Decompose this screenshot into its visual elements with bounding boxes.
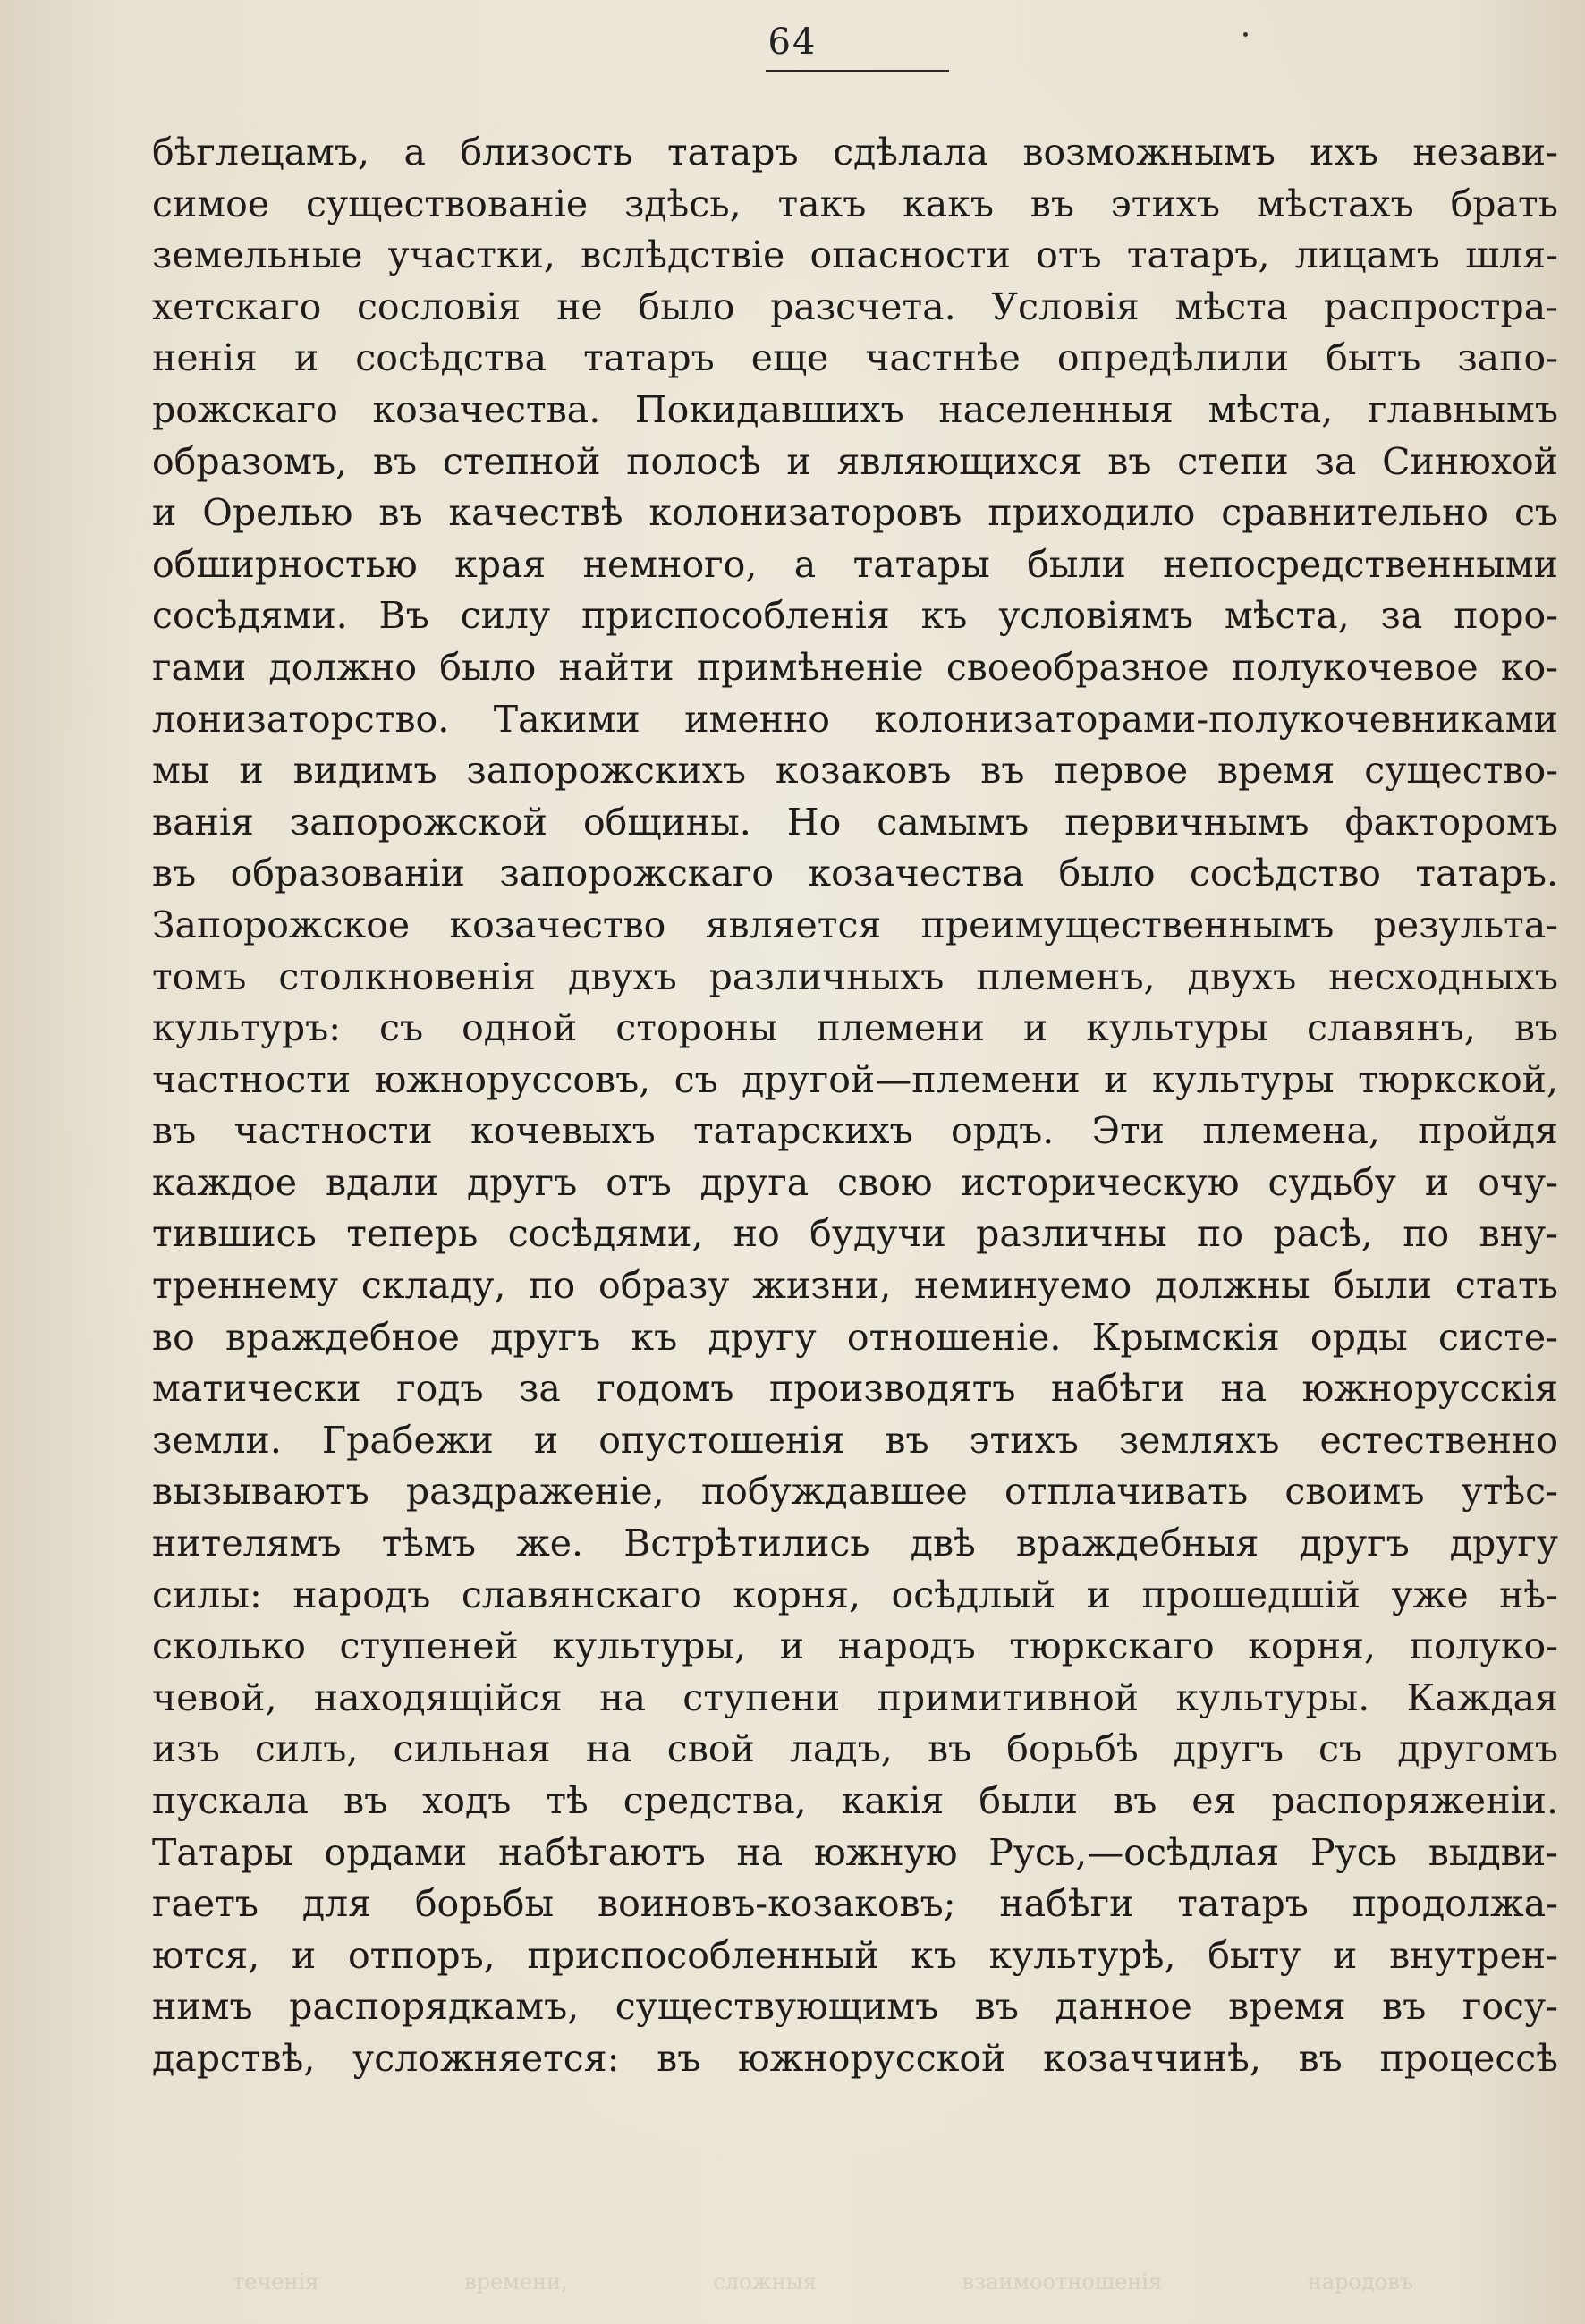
text-line: и Орелью въ качествѣ колонизаторовъ приходило сравнительно съ	[152, 491, 1558, 535]
text-line: лонизаторство. Такими именно колонизаторами-полукочевниками	[152, 697, 1558, 741]
text-line: сосѣдями. Въ силу приспособленія къ условіямъ мѣста, за поро-	[152, 594, 1558, 638]
text-line: тившись теперь сосѣдями, но будучи различны по расѣ, по вну-	[152, 1212, 1558, 1256]
text-line: въ образованіи запорожскаго козачества было сосѣдство татаръ.	[152, 852, 1558, 895]
text-line: культуръ: съ одной стороны племени и культуры славянъ, въ	[152, 1006, 1558, 1050]
text-line: во враждебное другъ къ другу отношеніе. Крымскія орды систе-	[152, 1315, 1558, 1359]
text-line: вызываютъ раздраженіе, побуждавшее отплачивать своимъ утѣс-	[152, 1470, 1558, 1514]
text-line: чевой, находящійся на ступени примитивной культуры. Каждая	[152, 1675, 1558, 1719]
text-line: хетскаго сословія не было разсчета. Условія мѣста распростра-	[152, 284, 1558, 328]
text-line: ванія запорожской общины. Но самымъ первичнымъ факторомъ	[152, 800, 1558, 844]
page-number: 64	[767, 21, 818, 63]
text-line: мы и видимъ запорожскихъ козаковъ въ первое время существо-	[152, 749, 1558, 793]
text-line: гаетъ для борьбы воиновъ-козаковъ; набѣги татаръ продолжа-	[152, 1882, 1558, 1926]
text-line: Татары ордами набѣгаютъ на южную Русь,—осѣдлая Русь выдви-	[152, 1830, 1558, 1874]
ink-speck	[1243, 32, 1248, 37]
text-line: треннему складу, по образу жизни, неминуемо должны были стать	[152, 1264, 1558, 1308]
text-line: обширностью края немного, а татары были непосредственными	[152, 542, 1558, 586]
text-line: бѣглецамъ, а близость татаръ сдѣлала возможнымъ ихъ незави-	[152, 131, 1558, 174]
text-line: нимъ распорядкамъ, существующимъ въ данное время въ госу-	[152, 1985, 1558, 2029]
text-line: въ частности кочевыхъ татарскихъ ордъ. Эти племена, пройдя	[152, 1109, 1558, 1153]
text-line: каждое вдали другъ отъ друга свою историческую судьбу и очу-	[152, 1160, 1558, 1204]
text-line: матически годъ за годомъ производятъ набѣги на южнорусскія	[152, 1367, 1558, 1411]
text-line: земельные участки, вслѣдствіе опасности отъ татаръ, лицамъ шля-	[152, 233, 1558, 277]
text-line: симое существованіе здѣсь, такъ какъ въ этихъ мѣстахъ брать	[152, 182, 1558, 225]
text-line: сколько ступеней культуры, и народъ тюркскаго корня, полуко-	[152, 1624, 1558, 1668]
text-line: томъ столкновенія двухъ различныхъ племенъ, двухъ несходныхъ	[152, 954, 1558, 998]
text-line: дарствѣ, усложняется: въ южнорусской козаччинѣ, въ процессѣ	[152, 2036, 1558, 2080]
text-line: нителямъ тѣмъ же. Встрѣтились двѣ враждебныя другъ другу	[152, 1522, 1558, 1565]
text-line: изъ силъ, сильная на свой ладъ, въ борьбѣ другъ съ другомъ	[152, 1727, 1558, 1771]
text-line: ненія и сосѣдства татаръ еще частнѣе опредѣлили бытъ запо-	[152, 336, 1558, 380]
body-text	[152, 127, 1558, 2085]
text-line: частности южноруссовъ, съ другой—племени и культуры тюркской,	[152, 1057, 1558, 1101]
text-line: образомъ, въ степной полосѣ и являющихся въ степи за Синюхой	[152, 439, 1558, 483]
bleed-through-text: теченія времени, сложныя взаимоотношенія народовъ	[233, 2269, 1413, 2294]
text-line: силы: народъ славянскаго корня, осѣдлый и прошедшій уже нѣ-	[152, 1573, 1558, 1616]
header-rule	[766, 70, 949, 72]
text-line: Запорожское козачество является преимущественнымъ результа-	[152, 903, 1558, 946]
text-line: гами должно было найти примѣненіе своеобразное полукочевое ко-	[152, 645, 1558, 689]
text-line: пускала въ ходъ тѣ средства, какія были въ ея распоряженіи.	[152, 1779, 1558, 1822]
text-line: ются, и отпоръ, приспособленный къ культурѣ, быту и внутрен-	[152, 1933, 1558, 1977]
text-line: рожскаго козачества. Покидавшихъ населенныя мѣста, главнымъ	[152, 387, 1558, 431]
text-line: земли. Грабежи и опустошенія въ этихъ земляхъ естественно	[152, 1418, 1558, 1462]
